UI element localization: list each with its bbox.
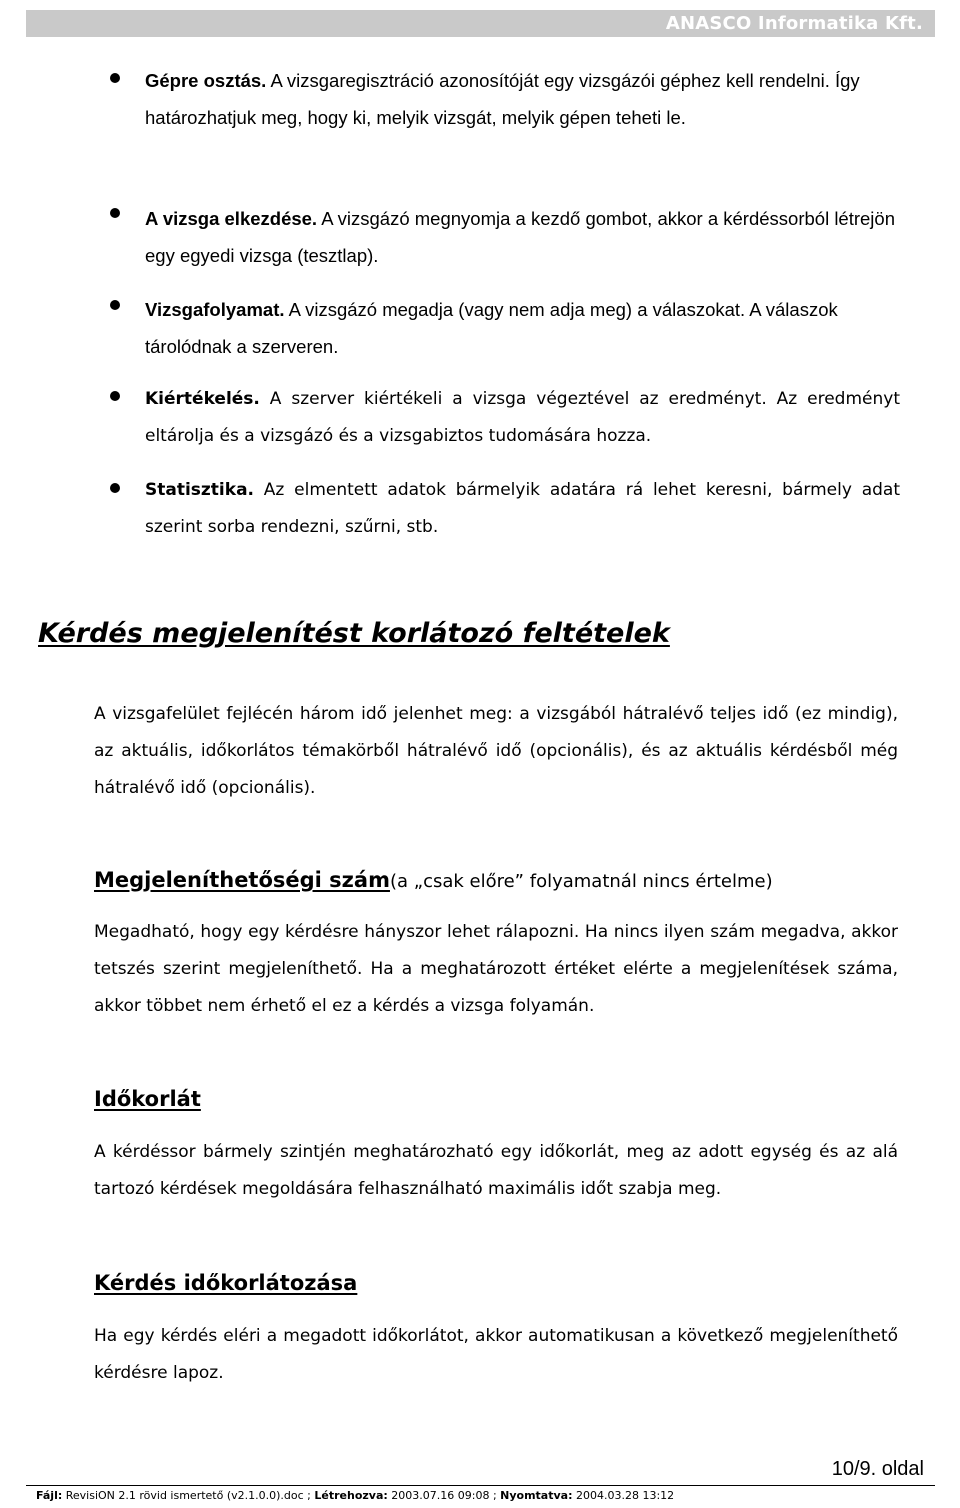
bullet-dot — [110, 391, 120, 401]
bullet-text: A vizsgaregisztráció azonosítóját egy vizsgázói géphez kell rendelni. Így határozhatjuk meg, hogy ki, melyik vizsgát, melyik gépen teheti le. — [145, 70, 860, 128]
section-intro: A vizsgafelület fejlécén három idő jelenhet meg: a vizsgából hátralévő teljes idő (ez mindig), az aktuális, időkorlátos témakörből hátralévő idő (opcionális), és az aktuális kérdésből még hátralévő idő (opcionális). — [94, 704, 898, 798]
list-item — [145, 62, 900, 136]
bullet-lead: Gépre osztás. — [145, 70, 267, 91]
bullet-text: A szerver kiértékeli a vizsga végeztével az eredményt. Az eredményt eltárolja és a vizsgázó és a vizsgabiztos tudomására hozza. — [145, 389, 900, 446]
footer-printed-value: 2004.03.28 13:12 — [572, 1489, 675, 1502]
footer-printed-label: Nyomtatva: — [500, 1489, 573, 1502]
bullet-lead: Kiértékelés. — [145, 389, 260, 409]
list-item — [145, 472, 900, 546]
subsection-text: Ha egy kérdés eléri a megadott időkorlátot, akkor automatikusan a következő megjeleníthető kérdésre lapoz. — [94, 1326, 898, 1383]
subsection-text: Megadható, hogy egy kérdésre hányszor lehet rálapozni. Ha nincs ilyen szám megadva, akkor tetszés szerint megjeleníthető. Ha a meghatározott értéket elérte a megjelenítések száma, akkor többet nem érhető el ez a kérdés a vizsga folyamán. — [94, 922, 898, 1016]
bullet-lead: A vizsga elkezdése. — [145, 208, 318, 229]
page-number: 10/9. oldal — [831, 1458, 924, 1480]
subsection-title: Kérdés időkorlátozása — [94, 1271, 358, 1295]
section-title: Kérdés megjelenítést korlátozó feltételek — [38, 618, 670, 649]
list-item — [145, 291, 900, 365]
footer-info — [36, 1489, 674, 1502]
footer-created-value: 2003.07.16 09:08 ; — [387, 1489, 501, 1502]
subsection-text: A kérdéssor bármely szintjén meghatározható egy időkorlát, meg az adott egység és az alá tartozó kérdések megoldására felhasználható maximális időt szabja meg. — [94, 1142, 898, 1199]
subsection-title-text: Megjeleníthetőségi szám — [94, 868, 390, 892]
bullet-text: A vizsgázó megnyomja a kezdő gombot, akkor a kérdéssorból létrejön egy egyedi vizsga (tesztlap). — [145, 208, 895, 266]
bullet-dot — [110, 300, 120, 310]
subsection-title: Időkorlát — [94, 1087, 201, 1111]
bullet-lead: Statisztika. — [145, 480, 254, 500]
bullet-text: A vizsgázó megadja (vagy nem adja meg) a válaszokat. A válaszok tárolódnak a szerveren. — [145, 299, 838, 357]
company-name: ANASCO Informatika Kft. — [665, 13, 923, 34]
bullet-text: Az elmentett adatok bármelyik adatára rá lehet keresni, bármely adat szerint sorba rendezni, szűrni, stb. — [145, 480, 900, 537]
footer-created-label: Létrehozva: — [314, 1489, 388, 1502]
footer-file-value: RevisiON 2.1 rövid ismertető (v2.1.0.0).doc ; — [62, 1489, 315, 1502]
footer-divider — [26, 1485, 935, 1486]
list-item — [145, 381, 900, 455]
bullet-lead: Vizsgafolyamat. — [145, 299, 285, 320]
subsection-note: (a „csak előre” folyamatnál nincs értelme) — [389, 871, 773, 892]
bullet-dot — [110, 483, 120, 493]
bullet-dot — [110, 208, 120, 218]
list-item — [145, 200, 900, 274]
header-bar — [26, 10, 935, 37]
subsection-title — [94, 868, 773, 892]
footer-file-label: Fájl: — [36, 1489, 63, 1502]
bullet-dot — [110, 73, 120, 83]
